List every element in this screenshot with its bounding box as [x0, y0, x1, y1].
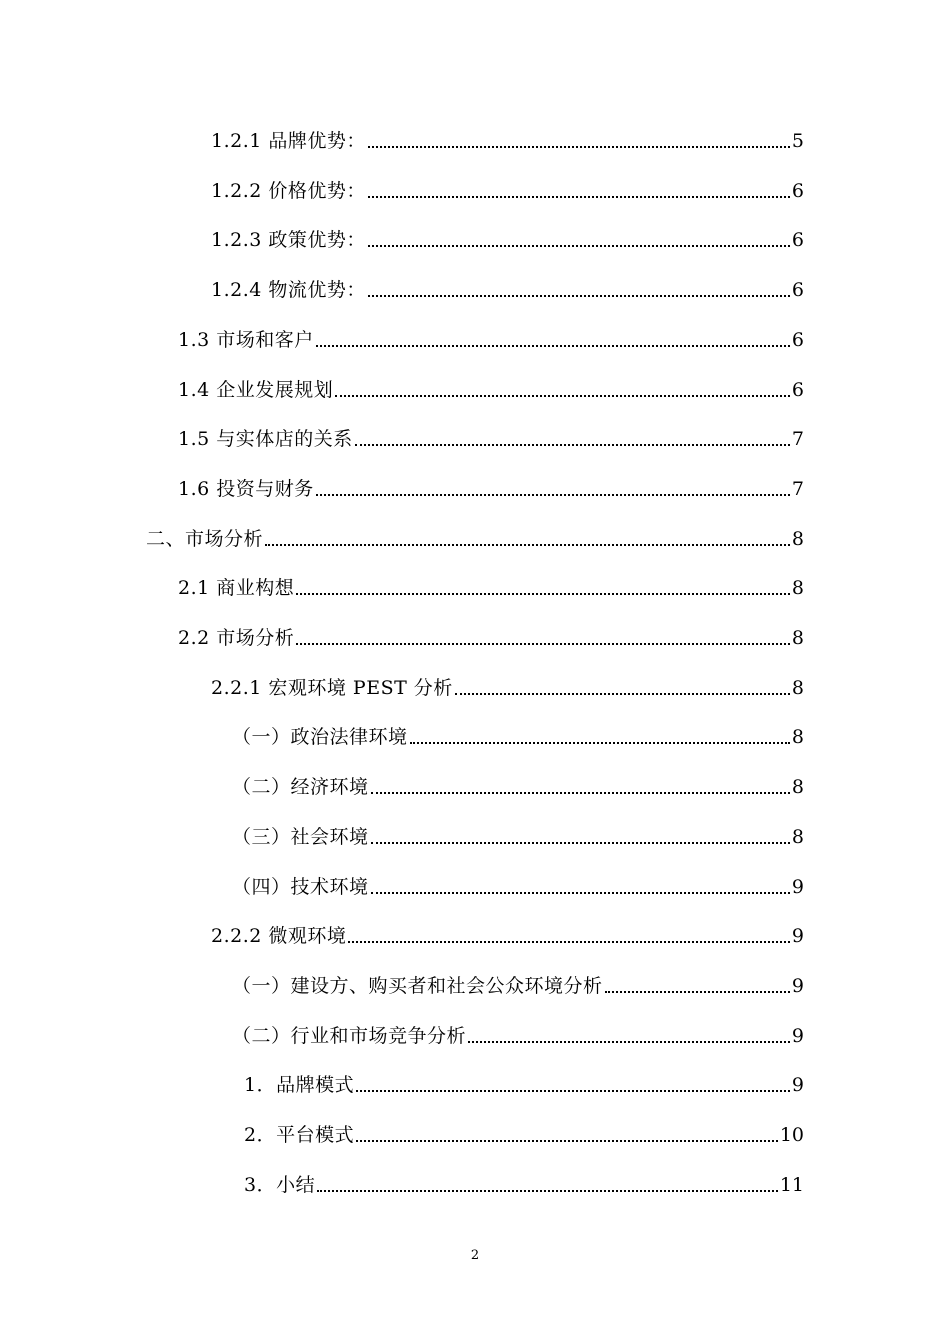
toc-entry[interactable] [178, 424, 804, 454]
toc-entry-title: （四）技术环境 [232, 876, 369, 898]
toc-entry-page: 7 [791, 428, 804, 450]
toc-dot-leader [371, 892, 790, 894]
toc-dot-leader [316, 345, 790, 347]
toc-entry-title: （二）行业和市场竞争分析 [232, 1025, 467, 1047]
toc-entry[interactable] [244, 1070, 804, 1100]
toc-entry-title: （一）政治法律环境 [232, 726, 408, 748]
toc-entry-title: 3．小结 [244, 1174, 316, 1196]
toc-entry-page: 8 [791, 528, 804, 550]
toc-entry-title: 2.1 商业构想 [178, 577, 295, 599]
toc-entry[interactable] [211, 176, 804, 206]
toc-entry-title: 1.4 企业发展规划 [178, 379, 334, 401]
toc-entry-page: 9 [791, 925, 804, 947]
toc-entry-page: 7 [791, 478, 804, 500]
toc-entry[interactable] [244, 1120, 804, 1150]
toc-entry-title: 1.2.4 物流优势： [211, 279, 366, 301]
toc-entry-page: 9 [791, 1025, 804, 1047]
toc-entry-title: （二）经济环境 [232, 776, 369, 798]
toc-dot-leader [316, 494, 790, 496]
toc-dot-leader [265, 544, 790, 546]
toc-entry-page: 6 [791, 279, 804, 301]
toc-entry-page: 8 [791, 627, 804, 649]
toc-entry-page: 5 [791, 130, 804, 152]
toc-entry[interactable] [244, 1170, 804, 1200]
toc-dot-leader [317, 1190, 778, 1192]
toc-entry-page: 8 [791, 726, 804, 748]
toc-dot-leader [455, 693, 790, 695]
toc-dot-leader [368, 146, 790, 148]
toc-entry-title: 1.5 与实体店的关系 [178, 428, 353, 450]
toc-entry[interactable] [232, 772, 804, 802]
toc-entry-page: 6 [791, 379, 804, 401]
toc-entry[interactable] [211, 225, 804, 255]
page-number: 2 [470, 1248, 480, 1263]
toc-dot-leader [296, 593, 790, 595]
toc-entry-title: 1.3 市场和客户 [178, 329, 314, 351]
toc-entry-title: 2．平台模式 [244, 1124, 355, 1146]
toc-dot-leader [410, 742, 790, 744]
toc-entry[interactable] [178, 623, 804, 653]
toc-entry-page: 8 [791, 826, 804, 848]
toc-entry-title: 1.2.1 品牌优势： [211, 130, 366, 152]
toc-entry-page: 11 [779, 1174, 804, 1196]
toc-dot-leader [296, 643, 790, 645]
toc-entry-page: 9 [791, 975, 804, 997]
toc-entry-title: 1．品牌模式 [244, 1074, 355, 1096]
toc-entry-title: 二、市场分析 [146, 528, 264, 550]
toc-dot-leader [368, 245, 790, 247]
toc-dot-leader [371, 842, 790, 844]
toc-entry-page: 8 [791, 677, 804, 699]
toc-entry[interactable] [211, 126, 804, 156]
toc-entry-title: 1.2.3 政策优势： [211, 229, 366, 251]
toc-entry-title: 2.2.1 宏观环境 PEST 分析 [211, 677, 453, 699]
toc-entry-title: （三）社会环境 [232, 826, 369, 848]
toc-entry[interactable] [146, 524, 804, 554]
toc-entry-page: 8 [791, 577, 804, 599]
toc-entry-page: 6 [791, 180, 804, 202]
toc-dot-leader [468, 1041, 790, 1043]
toc-entry[interactable] [211, 921, 804, 951]
toc-dot-leader [356, 1140, 778, 1142]
toc-entry-page: 6 [791, 329, 804, 351]
toc-entry-page: 10 [779, 1124, 804, 1146]
toc-entry[interactable] [211, 275, 804, 305]
toc-entry[interactable] [232, 822, 804, 852]
toc-entry[interactable] [232, 971, 804, 1001]
toc-entry-title: 1.6 投资与财务 [178, 478, 314, 500]
toc-dot-leader [368, 295, 790, 297]
toc-entry[interactable] [232, 1021, 804, 1051]
toc-dot-leader [335, 395, 790, 397]
toc-dot-leader [368, 196, 790, 198]
toc-dot-leader [348, 941, 790, 943]
toc-entry-page: 9 [791, 876, 804, 898]
toc-entry[interactable] [178, 375, 804, 405]
toc-entry-page: 6 [791, 229, 804, 251]
toc-entry[interactable] [178, 474, 804, 504]
toc-dot-leader [371, 792, 790, 794]
toc-entry-title: 1.2.2 价格优势： [211, 180, 366, 202]
toc-entry-page: 8 [791, 776, 804, 798]
toc-entry-page: 9 [791, 1074, 804, 1096]
toc-entry[interactable] [232, 722, 804, 752]
toc-entry-title: 2.2 市场分析 [178, 627, 295, 649]
toc-entry[interactable] [178, 573, 804, 603]
toc-entry[interactable] [211, 673, 804, 703]
toc-entry-title: （一）建设方、购买者和社会公众环境分析 [232, 975, 603, 997]
toc-dot-leader [356, 1090, 790, 1092]
toc-dot-leader [605, 991, 790, 993]
toc-entry[interactable] [178, 325, 804, 355]
toc-entry-title: 2.2.2 微观环境 [211, 925, 347, 947]
toc-entry[interactable] [232, 872, 804, 902]
toc-dot-leader [355, 444, 790, 446]
